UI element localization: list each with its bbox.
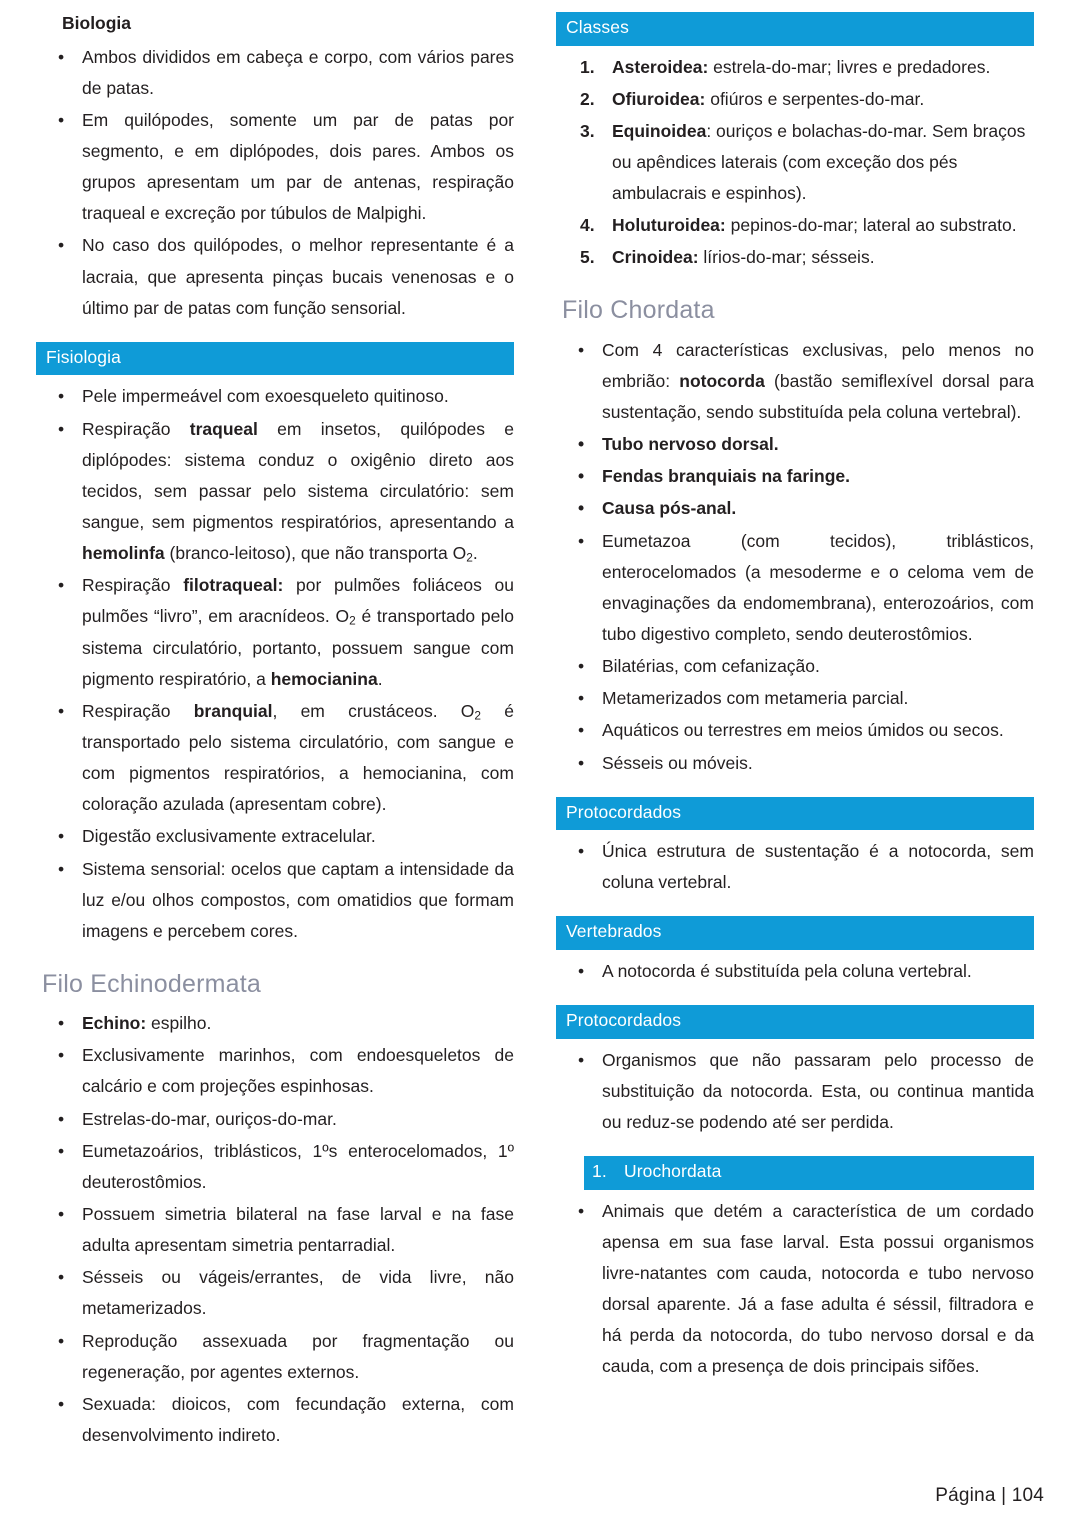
classes-numbered-list — [556, 52, 1034, 274]
heading-filo-echinodermata: Filo Echinodermata — [42, 969, 261, 998]
list-item: • Possuem simetria bilateral na fase larval e na fase adulta apresentam simetria pentarradial. — [36, 1199, 514, 1261]
list-item: • Metamerizados com metameria parcial. — [556, 683, 1034, 714]
list-item: • Exclusivamente marinhos, com endoesqueletos de calcário e com projeções espinhosas. — [36, 1040, 514, 1102]
right-column — [556, 12, 1034, 1383]
list-item-number: 2. — [580, 88, 595, 109]
list-item: • Causa pós-anal. — [556, 493, 1034, 524]
banner-protocordados-2: Protocordados — [556, 1005, 1034, 1039]
echinodermata-bullet-list — [36, 1008, 514, 1451]
list-item: • Sésseis ou vágeis/errantes, de vida livre, não metamerizados. — [36, 1262, 514, 1324]
banner-urochordata-label: Urochordata — [624, 1161, 722, 1182]
list-item: • Tubo nervoso dorsal. — [556, 429, 1034, 460]
list-item: • Respiração traqueal em insetos, quilópodes e diplópodes: sistema conduz o oxigênio direto aos tecidos, sem passar pelo sistema circulatório: sem sangue, sem pigmentos respiratórios, apresentando a hemolinfa (branco-leitoso), que não transporta $O_2$. — [36, 414, 514, 570]
list-item: • Eumetazoa (com tecidos), triblásticos, enterocelomados (a mesoderme e o celoma vem de envaginações da endomembrana), enterozoários, com tubo digestivo completo, sendo deuterostômios. — [556, 526, 1034, 651]
numbered-list-item: 5. Crinoidea: lírios-do-mar; sésseis. — [556, 242, 1034, 273]
intro-bullet-list — [36, 42, 514, 324]
protocordados-2-bullet-list — [556, 1045, 1034, 1138]
banner-vertebrados: Vertebrados — [556, 916, 1034, 950]
list-item: • A notocorda é substituída pela coluna vertebral. — [556, 956, 1034, 987]
list-item: • Sésseis ou móveis. — [556, 748, 1034, 779]
list-item: • Organismos que não passaram pelo processo de substituição da notocorda. Esta, ou continua mantida ou reduz-se podendo até ser perdida. — [556, 1045, 1034, 1138]
list-item: • Sistema sensorial: ocelos que captam a intensidade da luz e/ou olhos compostos, com omatidios que formam imagens e percebem cores. — [36, 854, 514, 947]
list-item: • Com 4 características exclusivas, pelo menos no embrião: notocorda (bastão semiflexível dorsal para sustentação, sendo substituída pela coluna vertebral). — [556, 335, 1034, 428]
left-column — [36, 12, 514, 1452]
banner-fisiologia: Fisiologia — [36, 342, 514, 376]
fisiologia-bullet-list — [36, 381, 514, 947]
numbered-list-item: 1. Asteroidea: estrela-do-mar; livres e predadores. — [556, 52, 1034, 83]
list-item: • Respiração filotraqueal: por pulmões foliáceos ou pulmões “livro”, em aracnídeos. $O_2$ é transportado pelo sistema circulatório, portanto, possuem sangue com pigmento respiratório, a hemocianina. — [36, 570, 514, 695]
list-item: • No caso dos quilópodes, o melhor representante é a lacraia, que apresenta pinças bucais venenosas e o último par de patas com função sensorial. — [36, 230, 514, 323]
list-item: • Animais que detém a característica de um cordado apensa em sua fase larval. Esta possui organismos livre-natantes com cauda, notocorda e tubo nervoso dorsal aparente. Já a fase adulta é séssil, filtradora e há perda da notocorda, do tubo nervoso dorsal e da cauda, com a presença de dois principais sifões. — [556, 1196, 1034, 1383]
two-column-layout — [36, 12, 1044, 1452]
page-number-footer: Página | 104 — [935, 1485, 1044, 1506]
urochordata-bullet-list — [556, 1196, 1034, 1383]
banner-urochordata — [584, 1156, 1034, 1190]
subject-heading: Biologia — [62, 13, 132, 33]
list-item: • Respiração branquial, em crustáceos. $O_2$ é transportado pelo sistema circulatório, com sangue e com pigmentos respiratórios, a hemocianina, com coloração azulada (apresentam cobre). — [36, 696, 514, 821]
protocordados-1-bullet-list — [556, 836, 1034, 898]
list-item: • Em quilópodes, somente um par de patas por segmento, e em diplópodes, dois pares. Ambos os grupos apresentam um par de antenas, respiração traqueal e excreção por túbulos de Malpighi. — [36, 105, 514, 230]
list-item: • Echino: espilho. — [36, 1008, 514, 1039]
list-item: • Eumetazoários, triblásticos, 1ºs enterocelomados, 1º deuterostômios. — [36, 1136, 514, 1198]
list-item: • Bilatérias, com cefanização. — [556, 651, 1034, 682]
list-item: • Pele impermeável com exoesqueleto quitinoso. — [36, 381, 514, 412]
list-item-number: 4. — [580, 215, 595, 236]
list-item-number: 5. — [580, 247, 595, 268]
list-item: • Única estrutura de sustentação é a notocorda, sem coluna vertebral. — [556, 836, 1034, 898]
list-item: • Ambos divididos em cabeça e corpo, com vários pares de patas. — [36, 42, 514, 104]
numbered-list-item: 4. Holuturoidea: pepinos-do-mar; lateral ao substrato. — [556, 210, 1034, 241]
chordata-bullet-list — [556, 335, 1034, 779]
banner-urochordata-number: 1. — [592, 1161, 607, 1182]
list-item: • Reprodução assexuada por fragmentação ou regeneração, por agentes externos. — [36, 1326, 514, 1388]
banner-classes: Classes — [556, 12, 1034, 46]
list-item-number: 1. — [580, 56, 595, 77]
heading-filo-chordata: Filo Chordata — [562, 296, 715, 325]
list-item: • Aquáticos ou terrestres em meios úmidos ou secos. — [556, 715, 1034, 746]
list-item-number: 3. — [580, 120, 595, 141]
list-item: • Fendas branquiais na faringe. — [556, 461, 1034, 492]
list-item: • Digestão exclusivamente extracelular. — [36, 821, 514, 852]
list-item: • Sexuada: dioicos, com fecundação externa, com desenvolvimento indireto. — [36, 1389, 514, 1451]
numbered-list-item: 3. Equinoidea: ouriços e bolachas-do-mar. Sem braços ou apêndices laterais (com exceção dos pés ambulacrais e espinhos). — [556, 116, 1034, 209]
vertebrados-bullet-list — [556, 956, 1034, 987]
banner-protocordados-1: Protocordados — [556, 797, 1034, 831]
numbered-list-item: 2. Ofiuroidea: ofiúros e serpentes-do-mar. — [556, 84, 1034, 115]
list-item: • Estrelas-do-mar, ouriços-do-mar. — [36, 1104, 514, 1135]
